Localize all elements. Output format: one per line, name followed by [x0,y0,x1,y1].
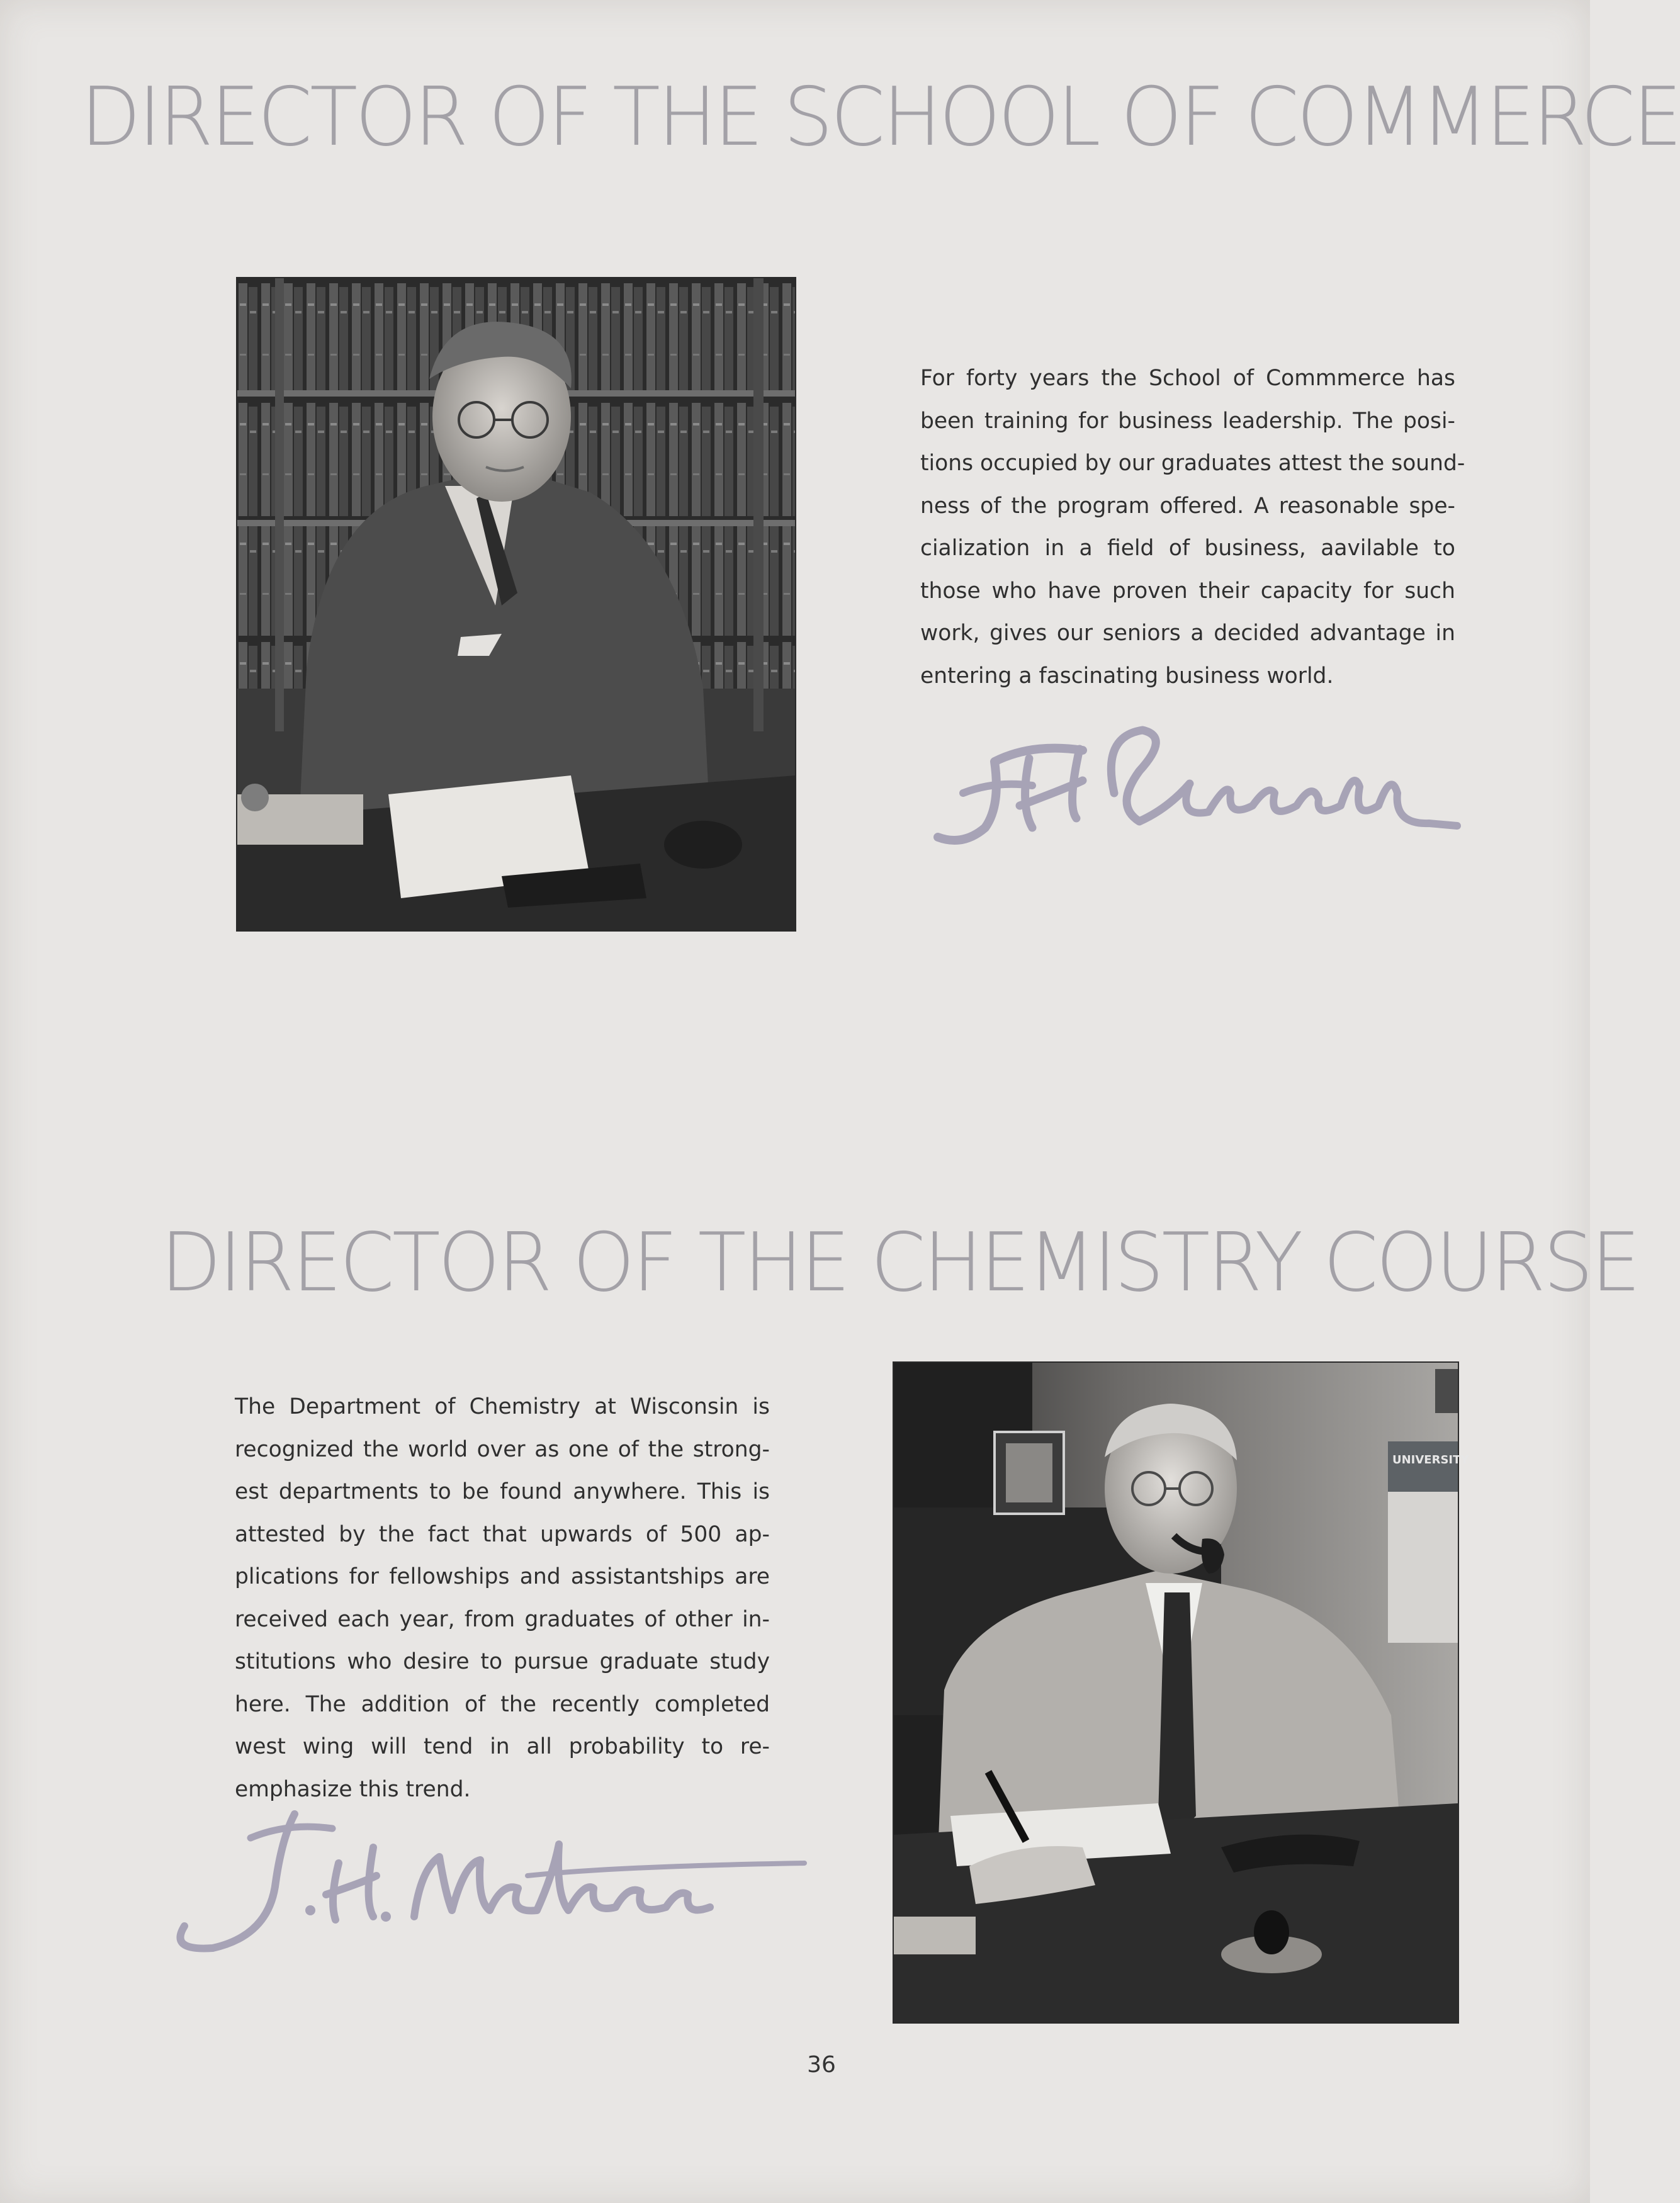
paragraph-line: cialization in a field of business, aavilable to [920,536,1455,561]
paragraph-line: those who have proven their capacity for such [920,578,1455,604]
paragraph-line: received each year, from graduates of other in- [235,1606,770,1632]
paragraph-line: west wing will tend in all probability to re- [235,1734,770,1759]
signature-commerce [925,711,1460,856]
calendar-label: UNIVERSITY [1392,1453,1469,1467]
paragraph-line: entering a fascinating business world. [920,663,1334,689]
section-heading-commerce: DIRECTOR OF THE SCHOOL OF COMMERCE [81,70,1680,164]
paragraph-line: The Department of Chemistry at Wisconsin is [235,1394,770,1419]
signature-chemistry [175,1800,811,1958]
paragraph-line: recognized the world over as one of the strong- [235,1436,770,1462]
director-photo-commerce [236,277,796,932]
paragraph-line: emphasize this trend. [235,1776,471,1802]
paragraph-line: est departments to be found anywhere. This is [235,1479,770,1504]
paragraph-line: attested by the fact that upwards of 500 ap- [235,1521,770,1547]
paragraph-line: been training for business leadership. The posi- [920,408,1455,434]
paragraph-line: tions occupied by our graduates attest the sound- [920,451,1465,476]
paragraph-line: ness of the program offered. A reasonable spe- [920,493,1455,519]
page-number: 36 [807,2052,836,2078]
paragraph-line: For forty years the School of Commmerce has [920,366,1455,391]
director-paragraph-chemistry [235,1386,770,1811]
paragraph-line: here. The addition of the recently completed [235,1691,770,1717]
director-photo-chemistry [893,1361,1469,2024]
paragraph-line: plications for fellowships and assistantships are [235,1564,770,1589]
paragraph-line: work, gives our seniors a decided advantage in [920,621,1455,646]
director-paragraph-commerce [920,358,1465,697]
section-heading-chemistry: DIRECTOR OF THE CHEMISTRY COURSE [161,1216,1638,1310]
paragraph-line: stitutions who desire to pursue graduate study [235,1649,770,1674]
